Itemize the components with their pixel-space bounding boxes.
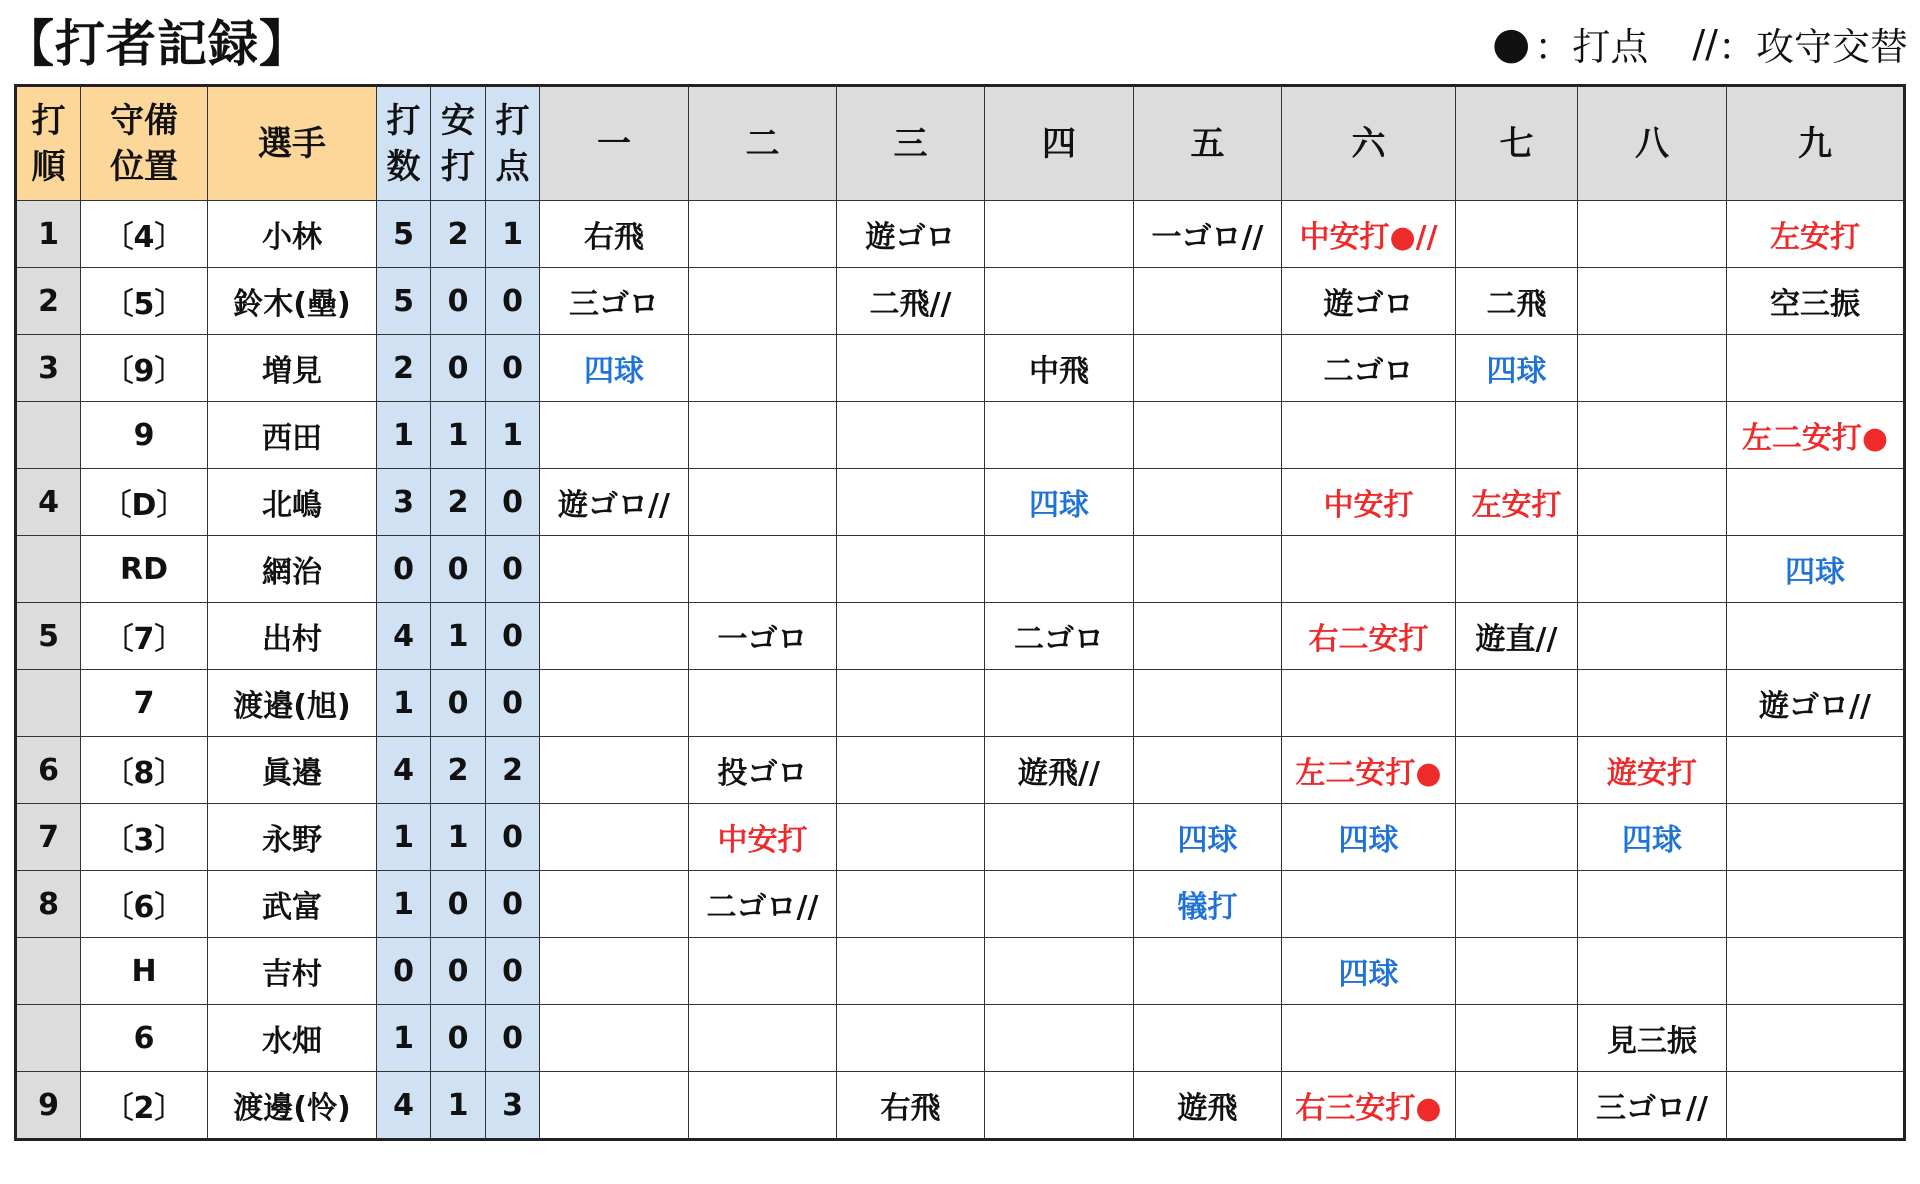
header-order: 打順 bbox=[16, 86, 81, 201]
inning-5-result-cell: 一ゴロ// bbox=[1134, 201, 1282, 268]
inning-4-result-cell bbox=[985, 536, 1134, 603]
inning-2-result-cell: 一ゴロ bbox=[689, 603, 837, 670]
inning-2-result-cell bbox=[689, 268, 837, 335]
inning-7-result-cell: 左安打 bbox=[1456, 469, 1578, 536]
at-bats-cell: 4 bbox=[377, 603, 431, 670]
inning-7-result-cell bbox=[1456, 737, 1578, 804]
inning-6-result-cell: 四球 bbox=[1282, 804, 1456, 871]
inning-6-result-cell: 中安打 bbox=[1282, 469, 1456, 536]
hits-cell: 2 bbox=[431, 737, 486, 804]
position-cell: 〔5〕 bbox=[81, 268, 208, 335]
inning-2-result-cell: 投ゴロ bbox=[689, 737, 837, 804]
position-cell: 〔2〕 bbox=[81, 1072, 208, 1140]
inning-3-result-cell bbox=[837, 737, 985, 804]
position-cell: 7 bbox=[81, 670, 208, 737]
player-name-cell: 永野 bbox=[208, 804, 377, 871]
inning-8-result-cell bbox=[1578, 536, 1727, 603]
inning-3-result-cell bbox=[837, 1005, 985, 1072]
inning-8-result-cell: 三ゴロ// bbox=[1578, 1072, 1727, 1140]
inning-3-result-cell: 二飛// bbox=[837, 268, 985, 335]
player-name-cell: 渡邉(旭) bbox=[208, 670, 377, 737]
header-row bbox=[16, 86, 1905, 201]
inning-7-result-cell bbox=[1456, 402, 1578, 469]
inning-9-result-cell: 空三振 bbox=[1727, 268, 1905, 335]
rbi-cell: 0 bbox=[486, 871, 540, 938]
at-bats-cell: 0 bbox=[377, 536, 431, 603]
header-player: 選手 bbox=[208, 86, 377, 201]
hits-cell: 1 bbox=[431, 1072, 486, 1140]
inning-6-result-cell bbox=[1282, 536, 1456, 603]
inning-3-result-cell bbox=[837, 938, 985, 1005]
batting-order-cell: 2 bbox=[16, 268, 81, 335]
inning-7-result-cell: 遊直// bbox=[1456, 603, 1578, 670]
inning-5-result-cell bbox=[1134, 603, 1282, 670]
inning-4-result-cell bbox=[985, 670, 1134, 737]
table-row bbox=[16, 201, 1905, 268]
rbi-cell: 0 bbox=[486, 536, 540, 603]
table-row bbox=[16, 335, 1905, 402]
hits-cell: 2 bbox=[431, 201, 486, 268]
position-cell: 〔8〕 bbox=[81, 737, 208, 804]
inning-6-result-cell bbox=[1282, 402, 1456, 469]
inning-8-result-cell bbox=[1578, 871, 1727, 938]
batting-order-cell: 6 bbox=[16, 737, 81, 804]
inning-9-result-cell bbox=[1727, 737, 1905, 804]
header-inning-9: 九 bbox=[1727, 86, 1905, 201]
inning-3-result-cell bbox=[837, 804, 985, 871]
inning-6-result-cell bbox=[1282, 670, 1456, 737]
header-inning-6: 六 bbox=[1282, 86, 1456, 201]
inning-3-result-cell bbox=[837, 402, 985, 469]
inning-1-result-cell bbox=[540, 603, 689, 670]
inning-5-result-cell bbox=[1134, 402, 1282, 469]
inning-3-result-cell bbox=[837, 469, 985, 536]
header-inning-4: 四 bbox=[985, 86, 1134, 201]
batting-order-cell bbox=[16, 402, 81, 469]
table-row bbox=[16, 737, 1905, 804]
player-name-cell: 出村 bbox=[208, 603, 377, 670]
inning-4-result-cell bbox=[985, 804, 1134, 871]
inning-3-result-cell bbox=[837, 335, 985, 402]
inning-7-result-cell: 二飛 bbox=[1456, 268, 1578, 335]
inning-9-result-cell: 四球 bbox=[1727, 536, 1905, 603]
legend-item-rbi bbox=[1492, 16, 1648, 71]
inning-7-result-cell bbox=[1456, 1072, 1578, 1140]
batting-record-table bbox=[14, 84, 1906, 1141]
batting-order-cell: 9 bbox=[16, 1072, 81, 1140]
inning-8-result-cell: 遊安打 bbox=[1578, 737, 1727, 804]
table-row bbox=[16, 804, 1905, 871]
inning-7-result-cell bbox=[1456, 871, 1578, 938]
at-bats-cell: 4 bbox=[377, 1072, 431, 1140]
header-rbi: 打点 bbox=[486, 86, 540, 201]
table-row bbox=[16, 603, 1905, 670]
inning-3-result-cell bbox=[837, 536, 985, 603]
inning-7-result-cell: 四球 bbox=[1456, 335, 1578, 402]
position-cell: 〔4〕 bbox=[81, 201, 208, 268]
header-inning-8: 八 bbox=[1578, 86, 1727, 201]
table-row bbox=[16, 402, 1905, 469]
inning-1-result-cell bbox=[540, 670, 689, 737]
at-bats-cell: 4 bbox=[377, 737, 431, 804]
table-row bbox=[16, 469, 1905, 536]
rbi-dot-icon: ● bbox=[1491, 17, 1531, 69]
hits-cell: 1 bbox=[431, 402, 486, 469]
batting-order-cell bbox=[16, 536, 81, 603]
inning-4-result-cell: 四球 bbox=[985, 469, 1134, 536]
inning-5-result-cell: 犠打 bbox=[1134, 871, 1282, 938]
hits-cell: 0 bbox=[431, 1005, 486, 1072]
player-name-cell: 増見 bbox=[208, 335, 377, 402]
at-bats-cell: 1 bbox=[377, 871, 431, 938]
at-bats-cell: 5 bbox=[377, 268, 431, 335]
inning-4-result-cell bbox=[985, 201, 1134, 268]
legend-label-change: ：攻守交替 bbox=[1717, 25, 1908, 69]
legend-label-rbi: ：打点 bbox=[1534, 25, 1649, 69]
at-bats-cell: 1 bbox=[377, 804, 431, 871]
rbi-cell: 0 bbox=[486, 1005, 540, 1072]
inning-8-result-cell: 四球 bbox=[1578, 804, 1727, 871]
inning-6-result-cell bbox=[1282, 1005, 1456, 1072]
inning-8-result-cell bbox=[1578, 670, 1727, 737]
at-bats-cell: 5 bbox=[377, 201, 431, 268]
header-inning-5: 五 bbox=[1134, 86, 1282, 201]
at-bats-cell: 2 bbox=[377, 335, 431, 402]
inning-3-result-cell bbox=[837, 670, 985, 737]
batting-order-cell: 7 bbox=[16, 804, 81, 871]
inning-4-result-cell bbox=[985, 938, 1134, 1005]
inning-2-result-cell bbox=[689, 670, 837, 737]
inning-7-result-cell bbox=[1456, 670, 1578, 737]
inning-6-result-cell: 右二安打 bbox=[1282, 603, 1456, 670]
inning-8-result-cell: 見三振 bbox=[1578, 1005, 1727, 1072]
player-name-cell: 吉村 bbox=[208, 938, 377, 1005]
inning-5-result-cell: 四球 bbox=[1134, 804, 1282, 871]
position-cell: 〔3〕 bbox=[81, 804, 208, 871]
inning-8-result-cell bbox=[1578, 938, 1727, 1005]
inning-1-result-cell: 三ゴロ bbox=[540, 268, 689, 335]
inning-1-result-cell bbox=[540, 737, 689, 804]
rbi-cell: 3 bbox=[486, 1072, 540, 1140]
inning-9-result-cell bbox=[1727, 603, 1905, 670]
inning-3-result-cell: 右飛 bbox=[837, 1072, 985, 1140]
hits-cell: 0 bbox=[431, 670, 486, 737]
position-cell: H bbox=[81, 938, 208, 1005]
inning-9-result-cell: 左安打 bbox=[1727, 201, 1905, 268]
inning-1-result-cell: 右飛 bbox=[540, 201, 689, 268]
batting-order-cell bbox=[16, 670, 81, 737]
rbi-cell: 1 bbox=[486, 402, 540, 469]
inning-9-result-cell bbox=[1727, 871, 1905, 938]
inning-5-result-cell bbox=[1134, 670, 1282, 737]
inning-1-result-cell bbox=[540, 871, 689, 938]
player-name-cell: 水畑 bbox=[208, 1005, 377, 1072]
batting-order-cell: 3 bbox=[16, 335, 81, 402]
position-cell: 〔6〕 bbox=[81, 871, 208, 938]
inning-5-result-cell bbox=[1134, 938, 1282, 1005]
player-name-cell: 武富 bbox=[208, 871, 377, 938]
inning-9-result-cell bbox=[1727, 335, 1905, 402]
position-cell: RD bbox=[81, 536, 208, 603]
inning-6-result-cell: 二ゴロ bbox=[1282, 335, 1456, 402]
inning-5-result-cell bbox=[1134, 469, 1282, 536]
table-row bbox=[16, 536, 1905, 603]
batting-order-cell: 4 bbox=[16, 469, 81, 536]
inning-8-result-cell bbox=[1578, 335, 1727, 402]
inning-5-result-cell bbox=[1134, 268, 1282, 335]
header-hits: 安打 bbox=[431, 86, 486, 201]
inning-9-result-cell bbox=[1727, 1005, 1905, 1072]
inning-9-result-cell: 遊ゴロ// bbox=[1727, 670, 1905, 737]
position-cell: 9 bbox=[81, 402, 208, 469]
inning-7-result-cell bbox=[1456, 1005, 1578, 1072]
table-row bbox=[16, 871, 1905, 938]
inning-5-result-cell: 遊飛 bbox=[1134, 1072, 1282, 1140]
inning-7-result-cell bbox=[1456, 536, 1578, 603]
header-inning-7: 七 bbox=[1456, 86, 1578, 201]
position-cell: 〔9〕 bbox=[81, 335, 208, 402]
inning-1-result-cell: 遊ゴロ// bbox=[540, 469, 689, 536]
header-inning-2: 二 bbox=[689, 86, 837, 201]
hits-cell: 0 bbox=[431, 938, 486, 1005]
hits-cell: 1 bbox=[431, 603, 486, 670]
position-cell: 〔7〕 bbox=[81, 603, 208, 670]
rbi-cell: 0 bbox=[486, 268, 540, 335]
at-bats-cell: 1 bbox=[377, 670, 431, 737]
inning-5-result-cell bbox=[1134, 536, 1282, 603]
inning-5-result-cell bbox=[1134, 737, 1282, 804]
player-name-cell: 鈴木(壘) bbox=[208, 268, 377, 335]
legend bbox=[1492, 16, 1908, 71]
inning-4-result-cell: 二ゴロ bbox=[985, 603, 1134, 670]
batting-order-cell bbox=[16, 1005, 81, 1072]
header-inning-1: 一 bbox=[540, 86, 689, 201]
header-inning-3: 三 bbox=[837, 86, 985, 201]
inning-4-result-cell bbox=[985, 1072, 1134, 1140]
inning-2-result-cell bbox=[689, 536, 837, 603]
inning-5-result-cell bbox=[1134, 1005, 1282, 1072]
at-bats-cell: 1 bbox=[377, 402, 431, 469]
player-name-cell: 西田 bbox=[208, 402, 377, 469]
at-bats-cell: 3 bbox=[377, 469, 431, 536]
player-name-cell: 眞邉 bbox=[208, 737, 377, 804]
inning-8-result-cell bbox=[1578, 268, 1727, 335]
inning-7-result-cell bbox=[1456, 201, 1578, 268]
hits-cell: 0 bbox=[431, 268, 486, 335]
inning-2-result-cell: 中安打 bbox=[689, 804, 837, 871]
slash-icon: // bbox=[1692, 21, 1718, 66]
inning-4-result-cell: 中飛 bbox=[985, 335, 1134, 402]
inning-9-result-cell: 左二安打● bbox=[1727, 402, 1905, 469]
inning-1-result-cell bbox=[540, 938, 689, 1005]
inning-2-result-cell bbox=[689, 1005, 837, 1072]
position-cell: 6 bbox=[81, 1005, 208, 1072]
player-name-cell: 渡邊(怜) bbox=[208, 1072, 377, 1140]
page-title: 【打者記録】 bbox=[4, 15, 310, 73]
inning-8-result-cell bbox=[1578, 603, 1727, 670]
inning-4-result-cell bbox=[985, 1005, 1134, 1072]
hits-cell: 0 bbox=[431, 536, 486, 603]
header-at-bats: 打数 bbox=[377, 86, 431, 201]
batting-order-cell: 1 bbox=[16, 201, 81, 268]
batting-order-cell: 5 bbox=[16, 603, 81, 670]
inning-1-result-cell bbox=[540, 536, 689, 603]
rbi-cell: 0 bbox=[486, 938, 540, 1005]
inning-3-result-cell bbox=[837, 871, 985, 938]
inning-2-result-cell bbox=[689, 1072, 837, 1140]
rbi-cell: 0 bbox=[486, 804, 540, 871]
header-position: 守備位置 bbox=[81, 86, 208, 201]
table-row bbox=[16, 1072, 1905, 1140]
rbi-cell: 0 bbox=[486, 469, 540, 536]
hits-cell: 0 bbox=[431, 335, 486, 402]
hits-cell: 2 bbox=[431, 469, 486, 536]
inning-2-result-cell bbox=[689, 469, 837, 536]
inning-1-result-cell bbox=[540, 402, 689, 469]
inning-4-result-cell: 遊飛// bbox=[985, 737, 1134, 804]
inning-5-result-cell bbox=[1134, 335, 1282, 402]
inning-9-result-cell bbox=[1727, 938, 1905, 1005]
rbi-cell: 0 bbox=[486, 335, 540, 402]
rbi-cell: 1 bbox=[486, 201, 540, 268]
at-bats-cell: 1 bbox=[377, 1005, 431, 1072]
inning-7-result-cell bbox=[1456, 938, 1578, 1005]
inning-7-result-cell bbox=[1456, 804, 1578, 871]
hits-cell: 0 bbox=[431, 871, 486, 938]
inning-6-result-cell bbox=[1282, 871, 1456, 938]
inning-3-result-cell: 遊ゴロ bbox=[837, 201, 985, 268]
table-row bbox=[16, 1005, 1905, 1072]
legend-item-change bbox=[1692, 16, 1908, 71]
player-name-cell: 網治 bbox=[208, 536, 377, 603]
inning-2-result-cell bbox=[689, 335, 837, 402]
rbi-cell: 0 bbox=[486, 670, 540, 737]
inning-6-result-cell: 左二安打● bbox=[1282, 737, 1456, 804]
inning-6-result-cell: 中安打●// bbox=[1282, 201, 1456, 268]
inning-4-result-cell bbox=[985, 268, 1134, 335]
player-name-cell: 小林 bbox=[208, 201, 377, 268]
batting-order-cell: 8 bbox=[16, 871, 81, 938]
inning-1-result-cell bbox=[540, 1072, 689, 1140]
inning-1-result-cell bbox=[540, 804, 689, 871]
inning-2-result-cell: 二ゴロ// bbox=[689, 871, 837, 938]
table-row bbox=[16, 268, 1905, 335]
batting-order-cell bbox=[16, 938, 81, 1005]
inning-1-result-cell bbox=[540, 1005, 689, 1072]
at-bats-cell: 0 bbox=[377, 938, 431, 1005]
position-cell: 〔D〕 bbox=[81, 469, 208, 536]
inning-8-result-cell bbox=[1578, 469, 1727, 536]
inning-6-result-cell: 四球 bbox=[1282, 938, 1456, 1005]
inning-8-result-cell bbox=[1578, 402, 1727, 469]
inning-6-result-cell: 遊ゴロ bbox=[1282, 268, 1456, 335]
inning-4-result-cell bbox=[985, 402, 1134, 469]
rbi-cell: 0 bbox=[486, 603, 540, 670]
table-body bbox=[16, 201, 1905, 1140]
inning-3-result-cell bbox=[837, 603, 985, 670]
inning-2-result-cell bbox=[689, 201, 837, 268]
inning-9-result-cell bbox=[1727, 469, 1905, 536]
inning-4-result-cell bbox=[985, 871, 1134, 938]
table-row bbox=[16, 670, 1905, 737]
inning-6-result-cell: 右三安打● bbox=[1282, 1072, 1456, 1140]
inning-8-result-cell bbox=[1578, 201, 1727, 268]
hits-cell: 1 bbox=[431, 804, 486, 871]
inning-9-result-cell bbox=[1727, 1072, 1905, 1140]
inning-9-result-cell bbox=[1727, 804, 1905, 871]
inning-2-result-cell bbox=[689, 402, 837, 469]
inning-2-result-cell bbox=[689, 938, 837, 1005]
table-row bbox=[16, 938, 1905, 1005]
rbi-cell: 2 bbox=[486, 737, 540, 804]
inning-1-result-cell: 四球 bbox=[540, 335, 689, 402]
player-name-cell: 北嶋 bbox=[208, 469, 377, 536]
